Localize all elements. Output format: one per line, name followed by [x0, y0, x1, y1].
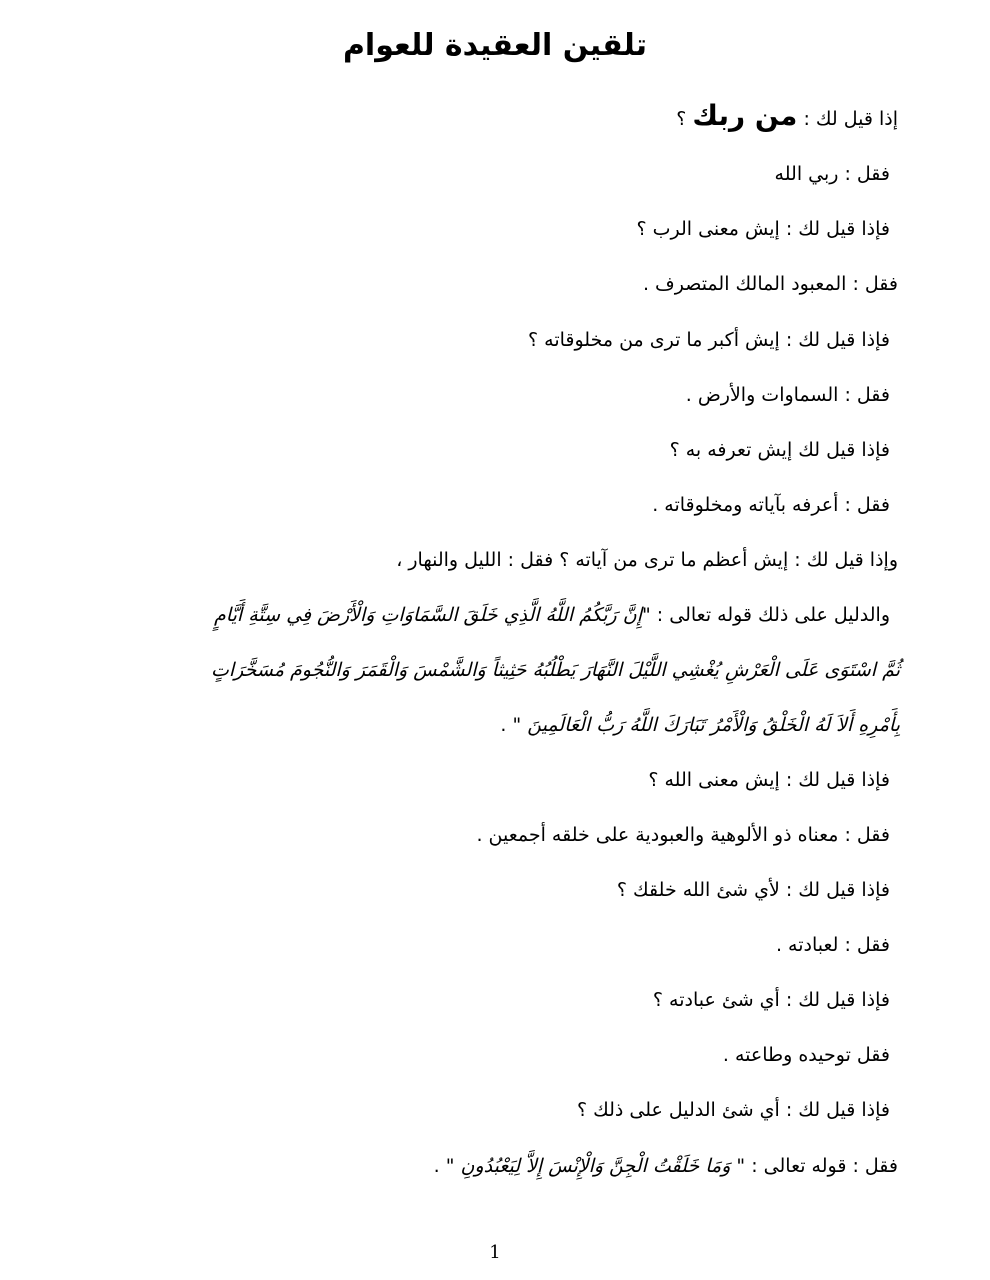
line-text: فقل : معناه ذو الألوهية والعبودية على خلقه أجمعين . [476, 824, 890, 846]
text-line [652, 491, 890, 519]
quran-quote: وَمَا خَلَقْتُ الْجِنَّ وَالْإِنْسَ إِلاَّ لِيَعْبُدُونِ [460, 1155, 731, 1177]
page-title: تلقين العقيدة للعوام [342, 28, 648, 63]
text-line [686, 381, 890, 409]
line-text: " . [433, 1155, 461, 1177]
text-line [577, 1096, 890, 1124]
line-text: فإذا قيل لك : إيش أكبر ما ترى من مخلوقاته ؟ [528, 329, 890, 351]
line-text: فإذا قيل لك : لأي شئ الله خلقك ؟ [616, 879, 890, 901]
line-text: فقل توحيده وطاعته . [722, 1044, 890, 1066]
text-line [211, 656, 900, 684]
text-line [214, 601, 890, 629]
text-line [476, 821, 890, 849]
line-text: والدليل على ذلك قوله تعالى : " [642, 604, 890, 626]
line-text: فقل : السماوات والأرض . [685, 384, 890, 406]
text-line [670, 436, 890, 464]
line-text: فإذا قيل لك : أي شئ الدليل على ذلك ؟ [576, 1099, 890, 1121]
line-text: فقل : قوله تعالى : " [730, 1155, 898, 1177]
quran-quote: إِنَّ رَبَّكُمُ اللَّهُ الَّذِي خَلَقَ السَّمَاوَاتِ وَالْأَرْضَ فِي سِتَّةِ أَيَّامٍ [214, 604, 643, 626]
text-line [500, 711, 900, 739]
line-text: فقل : المعبود المالك المتصرف . [642, 273, 898, 295]
line-text: فقل : ربي الله [774, 163, 890, 185]
emphasized-question: من ربك [692, 99, 798, 132]
page-number: 1 [489, 1242, 501, 1263]
text-line [653, 986, 890, 1014]
line-text: وإذا قيل لك : إيش أعظم ما ترى من آياته ؟ فقل : الليل والنهار ، [396, 549, 898, 571]
line-text: فإذا قيل لك إيش تعرفه به ؟ [669, 439, 890, 461]
line-text: فقل : لعبادته . [775, 934, 890, 956]
line-text: " . [500, 714, 528, 736]
text-line [775, 160, 890, 188]
quran-quote: بِأَمْرِهِ أَلاَ لَهُ الْخَلْقُ وَالْأَمْرُ تَبَارَكَ اللَّهُ رَبُّ الْعَالَمِينَ [527, 714, 900, 736]
text-line [676, 99, 898, 133]
text-line [643, 270, 898, 298]
line-text: فإذا قيل لك : أي شئ عبادته ؟ [652, 989, 890, 1011]
text-line [648, 766, 890, 794]
text-line [776, 931, 890, 959]
text-line [723, 1041, 890, 1069]
text-line [636, 215, 890, 243]
line-text: فقل : أعرفه بآياته ومخلوقاته . [652, 494, 890, 516]
line-text: ؟ [676, 108, 693, 130]
line-text: فإذا قيل لك : إيش معنى الله ؟ [648, 769, 890, 791]
text-line [528, 326, 890, 354]
text-line [617, 876, 890, 904]
text-line [434, 1152, 898, 1180]
quran-quote: ثُمَّ اسْتَوَى عَلَى الْعَرْشِ يُغْشِي اللَّيْلَ النَّهَارَ يَطْلُبُهُ حَثِيثاً وَالشَّمْسَ وَالْقَمَرَ وَالنُّجُومَ مُسَخَّرَاتٍ [210, 659, 900, 681]
text-line [396, 546, 898, 574]
line-text: إذا قيل لك : [797, 108, 898, 130]
line-text: فإذا قيل لك : إيش معنى الرب ؟ [636, 218, 890, 240]
